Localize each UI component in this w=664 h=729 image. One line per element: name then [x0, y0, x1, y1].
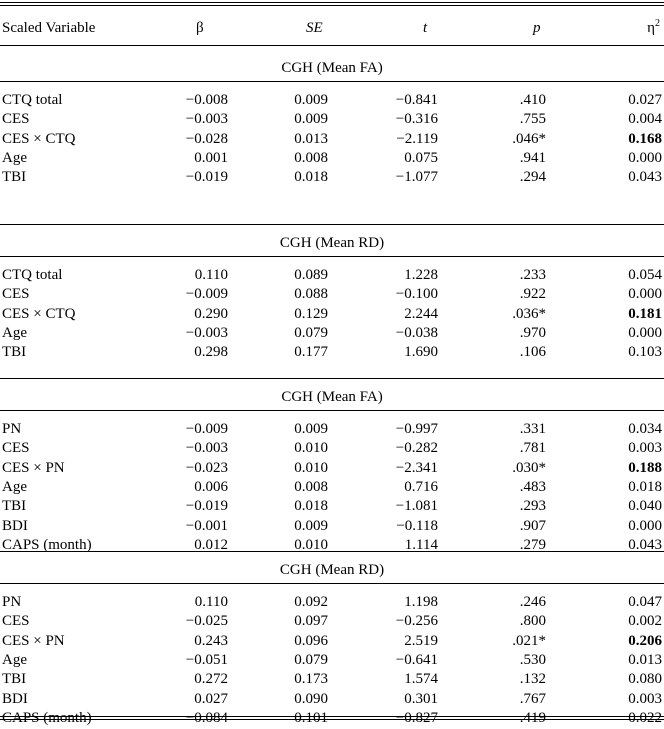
section-rule [0, 224, 664, 225]
cell-t: 1.198 [404, 594, 438, 610]
cell-p: .907 [519, 518, 546, 534]
cell-beta: 0.012 [194, 537, 228, 553]
cell-se: 0.079 [294, 325, 328, 341]
cell-se: 0.097 [294, 613, 328, 629]
header-rule [0, 45, 664, 46]
cell-eta: 0.034 [628, 421, 662, 437]
cell-p: .781 [519, 440, 546, 456]
cell-variable: BDI [2, 691, 28, 707]
cell-p: .021* [512, 633, 546, 649]
cell-beta: 0.243 [194, 633, 228, 649]
cell-variable: CAPS (month) [2, 710, 92, 726]
cell-beta: −0.019 [185, 169, 228, 185]
cell-p: .132 [519, 671, 546, 687]
section-rule [0, 378, 664, 379]
cell-eta: 0.080 [628, 671, 662, 687]
cell-beta: 0.006 [194, 479, 228, 495]
cell-p: .483 [519, 479, 546, 495]
cell-variable: CES × CTQ [2, 306, 76, 322]
table-row [0, 283, 664, 305]
cell-eta: 0.027 [628, 92, 662, 108]
cell-p: .755 [519, 111, 546, 127]
section-title-rule [0, 81, 664, 82]
cell-variable: TBI [2, 169, 27, 185]
cell-beta: −0.008 [185, 92, 228, 108]
table-row [0, 707, 664, 729]
cell-t: −0.282 [395, 440, 438, 456]
section-title: CGH (Mean FA) [281, 389, 383, 405]
cell-variable: PN [2, 421, 22, 437]
cell-beta: −0.051 [185, 652, 228, 668]
cell-beta: −0.001 [185, 518, 228, 534]
cell-variable: PN [2, 594, 22, 610]
cell-p: .233 [519, 267, 546, 283]
cell-se: 0.096 [294, 633, 328, 649]
cell-eta: 0.043 [628, 537, 662, 553]
cell-beta: 0.290 [194, 306, 228, 322]
header-scaled-variable: Scaled Variable [2, 20, 96, 36]
cell-eta: 0.013 [628, 652, 662, 668]
cell-variable: Age [2, 150, 27, 166]
cell-variable: CES × PN [2, 460, 65, 476]
cell-eta: 0.040 [628, 498, 662, 514]
cell-se: 0.008 [294, 150, 328, 166]
cell-p: .767 [519, 691, 546, 707]
header-eta-squared [647, 17, 660, 39]
section-title-rule [0, 583, 664, 584]
cell-variable: CTQ total [2, 267, 63, 283]
cell-beta: 0.001 [194, 150, 228, 166]
cell-t: 1.228 [404, 267, 438, 283]
cell-se: 0.088 [294, 286, 328, 302]
cell-variable: CES × PN [2, 633, 65, 649]
cell-eta: 0.000 [628, 518, 662, 534]
cell-se: 0.090 [294, 691, 328, 707]
cell-t: 1.690 [404, 344, 438, 360]
cell-p: .331 [519, 421, 546, 437]
cell-t: −0.316 [395, 111, 438, 127]
cell-se: 0.177 [294, 344, 328, 360]
cell-variable: BDI [2, 518, 28, 534]
cell-variable: TBI [2, 498, 27, 514]
table-row [0, 341, 664, 363]
section-title: CGH (Mean RD) [279, 562, 385, 578]
cell-eta: 0.047 [628, 594, 662, 610]
cell-se: 0.010 [294, 460, 328, 476]
cell-beta: −0.003 [185, 111, 228, 127]
cell-se: 0.013 [294, 131, 328, 147]
cell-se: 0.009 [294, 92, 328, 108]
cell-se: 0.092 [294, 594, 328, 610]
section-title: CGH (Mean FA) [281, 60, 383, 76]
cell-se: 0.010 [294, 537, 328, 553]
cell-variable: CTQ total [2, 92, 63, 108]
cell-p: .030* [512, 460, 546, 476]
cell-se: 0.129 [294, 306, 328, 322]
cell-se: 0.009 [294, 518, 328, 534]
cell-se: 0.173 [294, 671, 328, 687]
header-row [0, 17, 664, 39]
cell-se: 0.018 [294, 169, 328, 185]
cell-p: .970 [519, 325, 546, 341]
header-p: p [533, 20, 541, 36]
cell-p: .279 [519, 537, 546, 553]
cell-p: .530 [519, 652, 546, 668]
cell-p: .293 [519, 498, 546, 514]
cell-beta: −0.003 [185, 325, 228, 341]
cell-beta: −0.028 [185, 131, 228, 147]
cell-p: .922 [519, 286, 546, 302]
cell-se: 0.008 [294, 479, 328, 495]
header-beta: β [196, 20, 204, 36]
cell-variable: CES [2, 286, 30, 302]
cell-t: −0.100 [395, 286, 438, 302]
cell-beta: −0.025 [185, 613, 228, 629]
header-eta-base: η [647, 20, 655, 36]
cell-eta: 0.054 [628, 267, 662, 283]
table-row [0, 437, 664, 459]
cell-p: .036* [512, 306, 546, 322]
cell-variable: Age [2, 652, 27, 668]
cell-eta: 0.181 [628, 306, 662, 322]
cell-eta: 0.018 [628, 479, 662, 495]
cell-t: 2.519 [404, 633, 438, 649]
table-row [0, 668, 664, 690]
cell-t: −2.119 [396, 131, 438, 147]
cell-t: −0.997 [395, 421, 438, 437]
cell-p: .106 [519, 344, 546, 360]
header-se: SE [306, 20, 323, 36]
cell-variable: CES [2, 440, 30, 456]
cell-p: .046* [512, 131, 546, 147]
header-t: t [423, 20, 428, 36]
cell-t: −0.841 [395, 92, 438, 108]
cell-se: 0.018 [294, 498, 328, 514]
cell-beta: −0.009 [185, 421, 228, 437]
table-row [0, 495, 664, 517]
cell-beta: 0.298 [194, 344, 228, 360]
cell-p: .800 [519, 613, 546, 629]
cell-variable: CES × CTQ [2, 131, 76, 147]
cell-eta: 0.188 [628, 460, 662, 476]
section-title: CGH (Mean RD) [279, 235, 385, 251]
cell-variable: Age [2, 479, 27, 495]
cell-se: 0.089 [294, 267, 328, 283]
cell-p: .410 [519, 92, 546, 108]
cell-variable: TBI [2, 344, 27, 360]
table-row [0, 108, 664, 130]
cell-p: .419 [519, 710, 546, 726]
cell-beta: −0.019 [185, 498, 228, 514]
cell-p: .294 [519, 169, 546, 185]
cell-beta: −0.084 [185, 710, 228, 726]
cell-beta: 0.110 [194, 267, 228, 283]
cell-t: −0.827 [395, 710, 438, 726]
cell-variable: CES [2, 111, 30, 127]
cell-t: 1.574 [404, 671, 438, 687]
cell-eta: 0.000 [628, 325, 662, 341]
cell-t: 0.075 [404, 150, 438, 166]
cell-se: 0.009 [294, 421, 328, 437]
cell-t: −0.256 [395, 613, 438, 629]
cell-t: −2.341 [395, 460, 438, 476]
cell-t: −0.641 [395, 652, 438, 668]
top-rule [0, 2, 664, 3]
cell-p: .941 [519, 150, 546, 166]
section-title-rule [0, 410, 664, 411]
cell-beta: 0.027 [194, 691, 228, 707]
cell-eta: 0.103 [628, 344, 662, 360]
section-rule [0, 551, 664, 552]
cell-variable: Age [2, 325, 27, 341]
cell-beta: −0.009 [185, 286, 228, 302]
top-rule-double [0, 5, 664, 6]
cell-beta: 0.272 [194, 671, 228, 687]
cell-beta: −0.023 [185, 460, 228, 476]
cell-variable: TBI [2, 671, 27, 687]
cell-eta: 0.002 [628, 613, 662, 629]
table-row [0, 166, 664, 188]
cell-eta: 0.000 [628, 150, 662, 166]
cell-beta: −0.003 [185, 440, 228, 456]
cell-variable: CAPS (month) [2, 537, 92, 553]
cell-eta: 0.003 [628, 691, 662, 707]
cell-eta: 0.206 [628, 633, 662, 649]
cell-t: −1.077 [395, 169, 438, 185]
cell-t: −1.081 [395, 498, 438, 514]
cell-t: −0.118 [396, 518, 438, 534]
cell-eta: 0.003 [628, 440, 662, 456]
table-row [0, 534, 664, 556]
cell-eta: 0.004 [628, 111, 662, 127]
cell-se: 0.009 [294, 111, 328, 127]
cell-variable: CES [2, 613, 30, 629]
cell-eta: 0.022 [628, 710, 662, 726]
cell-t: −0.038 [395, 325, 438, 341]
cell-t: 2.244 [404, 306, 438, 322]
header-eta-sup: 2 [655, 18, 660, 29]
cell-eta: 0.000 [628, 286, 662, 302]
cell-eta: 0.168 [628, 131, 662, 147]
cell-se: 0.079 [294, 652, 328, 668]
cell-se: 0.101 [294, 710, 328, 726]
cell-se: 0.010 [294, 440, 328, 456]
cell-t: 0.301 [404, 691, 438, 707]
cell-p: .246 [519, 594, 546, 610]
section-title-rule [0, 256, 664, 257]
cell-eta: 0.043 [628, 169, 662, 185]
cell-t: 0.716 [404, 479, 438, 495]
cell-t: 1.114 [404, 537, 438, 553]
cell-beta: 0.110 [194, 594, 228, 610]
table-row [0, 610, 664, 632]
